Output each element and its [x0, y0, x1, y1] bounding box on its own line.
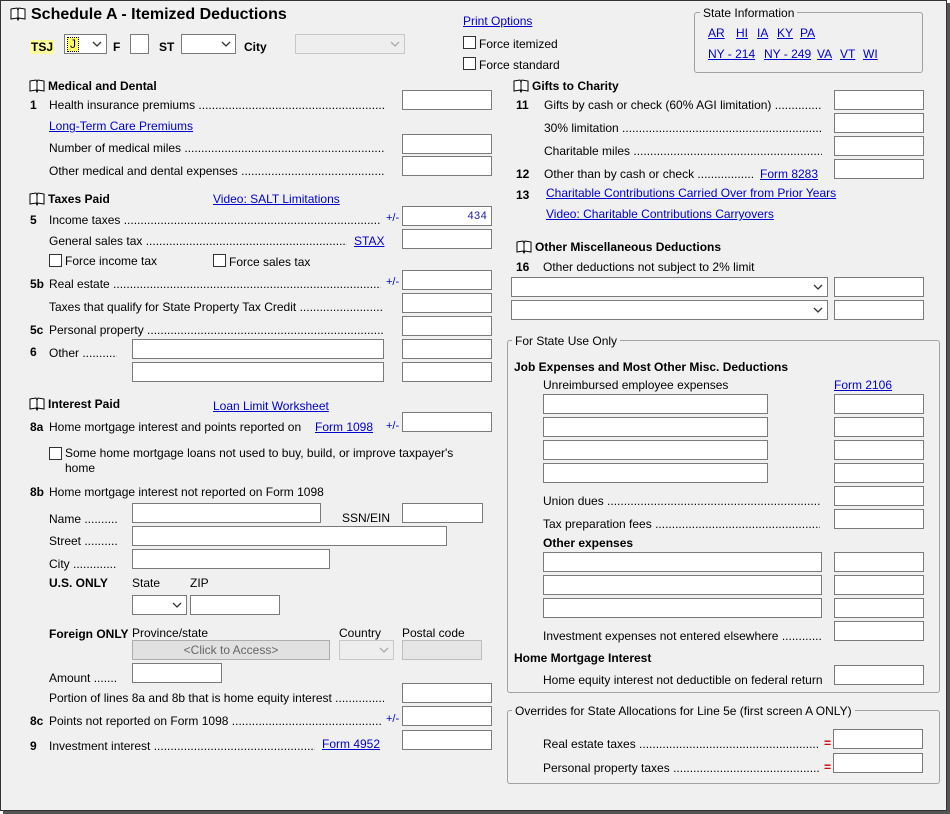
other-expense-amount-3[interactable]	[834, 598, 924, 618]
book-icon	[513, 79, 529, 93]
street-label: Street .....	[49, 534, 117, 548]
form-2106-link[interactable]: Form 2106	[834, 378, 893, 392]
state-link-ny214[interactable]: NY - 214	[708, 47, 756, 61]
province-label: Province/state	[132, 626, 209, 640]
other-expense-desc-1[interactable]	[543, 552, 822, 572]
force-itemized-label: Force itemized	[479, 37, 558, 51]
charitable-miles-input[interactable]	[834, 136, 924, 156]
overrides-title: Overrides for State Allocations for Line 5e (first screen A ONLY)	[512, 704, 855, 718]
amount-label: Amount .....	[49, 671, 117, 685]
other-deduction-select-2[interactable]	[511, 300, 828, 320]
country-label: Country	[339, 626, 382, 640]
override-real-estate-input[interactable]	[833, 729, 923, 749]
city-select[interactable]	[295, 34, 405, 54]
tax-prep-input[interactable]	[834, 509, 924, 529]
line-8a-input[interactable]	[402, 412, 492, 432]
chevron-down-icon	[91, 38, 103, 50]
state-information-group	[694, 12, 923, 73]
line-8b-number: 8b	[30, 485, 45, 499]
other-deduction-amount-2[interactable]	[834, 300, 924, 320]
unreimbursed-label: Unreimbursed employee expenses	[543, 378, 729, 392]
income-taxes-input[interactable]: 434	[402, 206, 492, 226]
name-label: Name .....	[49, 512, 117, 526]
real-estate-label: Real estate .....	[49, 277, 381, 291]
city-input[interactable]	[132, 549, 330, 569]
line-8a-number: 8a	[30, 420, 44, 434]
charitable-miles-label: Charitable miles .....	[544, 144, 822, 158]
medical-section-title: Medical and Dental	[48, 79, 157, 93]
state-link-ar[interactable]: AR	[708, 26, 725, 40]
state-link-ky[interactable]: KY	[777, 26, 794, 40]
override-real-estate-eq: =	[824, 736, 832, 750]
some-loans-checkbox[interactable]	[49, 447, 62, 460]
other-taxes-label: Other .....	[49, 346, 117, 360]
health-insurance-input[interactable]	[402, 90, 492, 110]
property-tax-credit-input[interactable]	[402, 293, 492, 313]
street-input[interactable]	[132, 526, 447, 546]
f-label: F	[113, 40, 121, 54]
line-9-number: 9	[30, 739, 37, 753]
unreimbursed-desc-3[interactable]	[543, 440, 768, 460]
investment-expenses-label: Investment expenses not entered elsewhere .....	[543, 629, 822, 643]
form-8283-link[interactable]: Form 8283	[760, 167, 819, 181]
gifts-cash-input[interactable]	[834, 90, 924, 110]
line-8c-label: Points not reported on Form 1098 .....	[49, 714, 381, 728]
line-12-number: 12	[516, 167, 530, 181]
line-16-label: Other deductions not subject to 2% limit	[543, 260, 755, 274]
foreign-only-label: Foreign ONLY	[49, 627, 129, 641]
line-6-number: 6	[30, 345, 37, 359]
home-equity-label: Home equity interest not deductible on federal return	[543, 673, 823, 687]
long-term-care-link[interactable]: Long-Term Care Premiums	[49, 119, 194, 133]
chevron-down-icon	[220, 38, 232, 50]
line-16-number: 16	[516, 260, 530, 274]
force-sales-tax-label: Force sales tax	[229, 255, 311, 269]
home-equity-input[interactable]	[834, 665, 924, 685]
health-insurance-label: Health insurance premiums .....	[49, 98, 384, 112]
force-standard-label: Force standard	[479, 58, 560, 72]
override-personal-label: Personal property taxes .....	[543, 761, 820, 775]
chevron-down-icon	[812, 281, 824, 293]
line-11-number: 11	[516, 98, 529, 112]
misc-section-title: Other Miscellaneous Deductions	[535, 240, 722, 254]
line-8c-input[interactable]	[402, 706, 492, 726]
state-link-hi[interactable]: HI	[736, 26, 748, 40]
some-loans-label-1: Some home mortgage loans not used to buy, build, or improve taxpayer's	[65, 446, 454, 460]
property-tax-credit-label: Taxes that qualify for State Property Tax Credit .....	[49, 300, 384, 314]
real-estate-plusminus[interactable]: +/-	[386, 276, 400, 288]
print-options-link[interactable]: Print Options	[463, 14, 533, 28]
gifts-cash-label: Gifts by cash or check (60% AGI limitation) .....	[544, 98, 822, 112]
sales-tax-label: General sales tax .....	[49, 234, 347, 248]
investment-interest-input[interactable]	[402, 730, 492, 750]
state-use-title: For State Use Only	[512, 334, 620, 348]
line-1-number: 1	[30, 98, 37, 112]
income-plusminus[interactable]: +/-	[386, 212, 400, 224]
other-taxes-amount-2[interactable]	[402, 362, 492, 382]
other-medical-input[interactable]	[402, 156, 492, 176]
real-estate-input[interactable]	[402, 270, 492, 290]
zip-input[interactable]	[190, 595, 280, 615]
income-taxes-label: Income taxes .....	[49, 213, 381, 227]
state-label: State	[132, 576, 161, 590]
country-select[interactable]	[339, 640, 394, 660]
book-icon	[516, 240, 532, 254]
medical-miles-label: Number of medical miles .....	[49, 141, 384, 155]
unreimbursed-amount-2[interactable]	[834, 417, 924, 437]
other-expense-amount-1[interactable]	[834, 552, 924, 572]
loan-limit-link[interactable]: Loan Limit Worksheet	[213, 399, 329, 413]
chevron-down-icon	[171, 599, 183, 611]
force-itemized-checkbox[interactable]	[463, 36, 476, 49]
override-personal-eq: =	[824, 760, 832, 774]
other-expenses-title: Other expenses	[543, 536, 634, 550]
force-standard-checkbox[interactable]	[463, 57, 476, 70]
other-deduction-amount-1[interactable]	[834, 277, 924, 297]
city-label: City	[244, 40, 267, 54]
investment-expenses-input[interactable]	[834, 621, 924, 641]
sales-tax-input[interactable]	[402, 229, 492, 249]
book-icon	[10, 7, 26, 21]
state-link-ny249[interactable]: NY - 249	[764, 47, 812, 61]
tax-prep-label: Tax preparation fees .....	[543, 517, 820, 531]
stax-link[interactable]: STAX	[354, 234, 385, 248]
force-sales-tax-checkbox[interactable]	[213, 254, 226, 267]
line-8b-label: Home mortgage interest not reported on Form 1098	[49, 485, 324, 499]
zip-label: ZIP	[190, 576, 209, 590]
line-13-number: 13	[516, 188, 530, 202]
line-5b-number: 5b	[30, 277, 45, 291]
line-8c-number: 8c	[30, 714, 44, 728]
name-input[interactable]	[132, 503, 321, 523]
home-mortgage-title: Home Mortgage Interest	[514, 651, 652, 665]
union-dues-label: Union dues .....	[543, 494, 820, 508]
form-4952-link[interactable]: Form 4952	[322, 737, 381, 751]
force-income-tax-label: Force income tax	[65, 254, 158, 268]
tsj-label: TSJ	[31, 40, 54, 54]
unreimbursed-amount-3[interactable]	[834, 440, 924, 460]
postal-code-label: Postal code	[402, 626, 465, 640]
chevron-down-icon	[378, 644, 390, 656]
chevron-down-icon	[812, 304, 824, 316]
interest-section-title: Interest Paid	[48, 397, 121, 411]
unreimbursed-amount-4[interactable]	[834, 463, 924, 483]
other-taxes-amount-1[interactable]	[402, 339, 492, 359]
line-8c-plusminus[interactable]: +/-	[386, 713, 400, 725]
carryover-video-link[interactable]: Video: Charitable Contributions Carryovers	[546, 207, 774, 221]
limitation-30-input[interactable]	[834, 113, 924, 133]
home-equity-portion-label: Portion of lines 8a and 8b that is home equity interest .....	[49, 691, 384, 705]
override-personal-input[interactable]	[833, 753, 923, 773]
st-label: ST	[159, 40, 175, 54]
state-select[interactable]	[132, 595, 187, 615]
tsj-value: J	[67, 37, 79, 52]
postal-code-input[interactable]	[402, 640, 482, 660]
state-link-vt[interactable]: VT	[840, 47, 856, 61]
line-8a-plusminus[interactable]: +/-	[386, 420, 400, 432]
us-only-label: U.S. ONLY	[49, 576, 108, 590]
other-expense-desc-3[interactable]	[543, 598, 822, 618]
state-link-wi[interactable]: WI	[863, 47, 878, 61]
investment-interest-label: Investment interest .....	[49, 739, 315, 753]
other-medical-label: Other medical and dental expenses .....	[49, 164, 384, 178]
line-8a-label: Home mortgage interest and points reported on	[49, 420, 302, 434]
ssn-label: SSN/EIN	[342, 511, 391, 525]
override-real-estate-label: Real estate taxes .....	[543, 737, 820, 751]
book-icon	[29, 192, 45, 206]
line-5-number: 5	[30, 213, 37, 227]
unreimbursed-amount-1[interactable]	[834, 394, 924, 414]
other-than-cash-label: Other than by cash or check .....	[544, 167, 754, 181]
other-deduction-select-1[interactable]	[511, 277, 828, 297]
f-field[interactable]	[130, 34, 149, 54]
carryover-link[interactable]: Charitable Contributions Carried Over from Prior Years	[546, 186, 837, 200]
other-expense-amount-2[interactable]	[834, 575, 924, 595]
other-than-cash-input[interactable]	[834, 159, 924, 179]
book-icon	[29, 397, 45, 411]
unreimbursed-desc-2[interactable]	[543, 417, 768, 437]
unreimbursed-desc-4[interactable]	[543, 463, 768, 483]
unreimbursed-desc-1[interactable]	[543, 394, 768, 414]
salt-video-link[interactable]: Video: SALT Limitations	[213, 192, 340, 206]
some-loans-label-2: home	[65, 461, 96, 475]
other-taxes-desc-2[interactable]	[132, 362, 384, 382]
page-title: Schedule A - Itemized Deductions	[31, 6, 287, 23]
personal-property-input[interactable]	[402, 316, 492, 336]
personal-property-label: Personal property .....	[49, 323, 384, 337]
book-icon	[29, 79, 45, 93]
force-income-tax-checkbox[interactable]	[49, 254, 62, 267]
form-1098-link[interactable]: Form 1098	[315, 420, 374, 434]
st-select[interactable]	[181, 34, 236, 54]
medical-miles-input[interactable]	[402, 134, 492, 154]
tsj-select[interactable]	[64, 34, 107, 54]
ssn-input[interactable]	[402, 503, 483, 523]
state-information-title: State Information	[700, 6, 797, 20]
home-equity-portion-input[interactable]	[402, 683, 492, 703]
chevron-down-icon	[389, 38, 401, 50]
gifts-section-title: Gifts to Charity	[532, 79, 619, 93]
state-link-pa[interactable]: PA	[800, 26, 816, 40]
limitation-30-label: 30% limitation .....	[544, 121, 822, 135]
state-link-va[interactable]: VA	[817, 47, 833, 61]
other-taxes-desc-1[interactable]	[132, 339, 384, 359]
taxes-section-title: Taxes Paid	[48, 192, 110, 206]
other-expense-desc-2[interactable]	[543, 575, 822, 595]
state-link-ia[interactable]: IA	[757, 26, 769, 40]
union-dues-input[interactable]	[834, 486, 924, 506]
city-label-8b: City .....	[49, 557, 117, 571]
line-5c-number: 5c	[30, 323, 44, 337]
amount-input[interactable]	[132, 663, 222, 683]
job-expenses-title: Job Expenses and Most Other Misc. Deductions	[514, 360, 789, 374]
click-to-access-button[interactable]: <Click to Access>	[132, 640, 330, 660]
